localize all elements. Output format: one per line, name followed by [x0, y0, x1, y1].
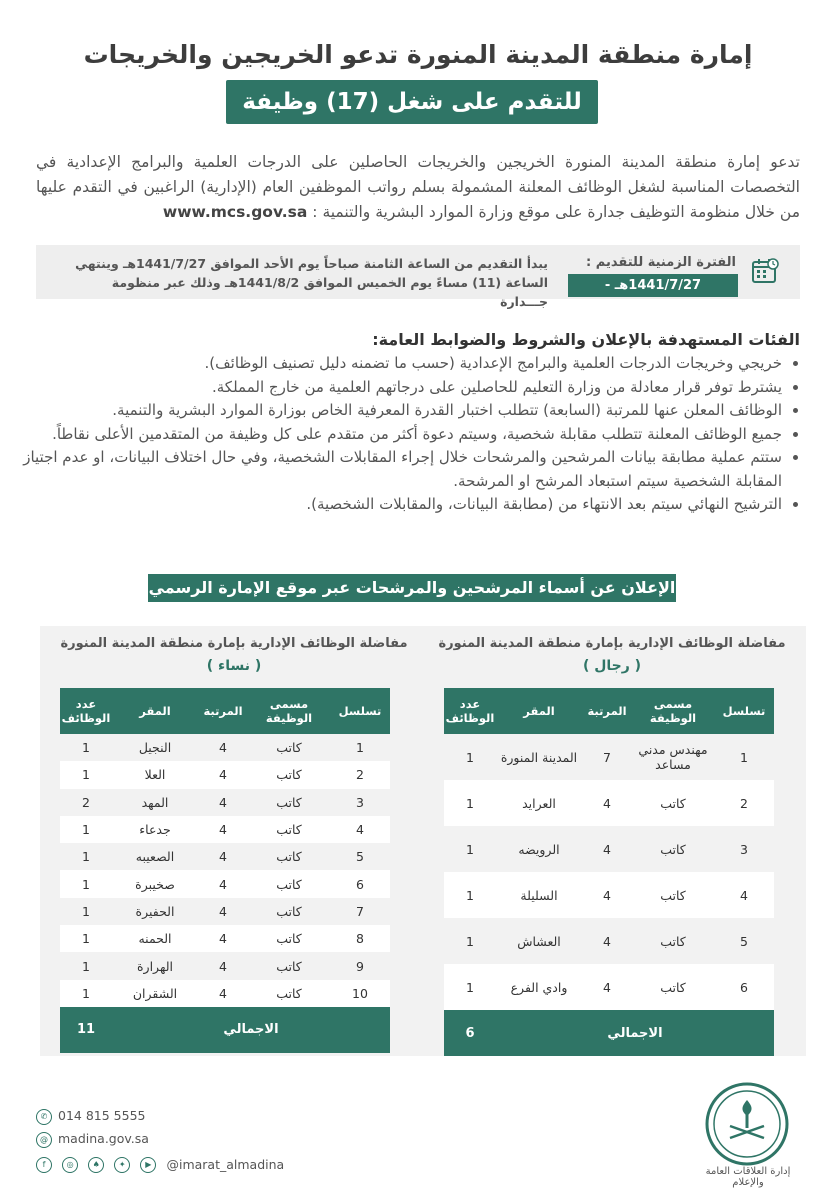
table-row: [60, 925, 390, 952]
column-header: المرتبة: [582, 688, 632, 734]
emblem-icon: [700, 1080, 794, 1174]
column-header: المقر: [112, 688, 198, 734]
mcs-link[interactable]: www.mcs.gov.sa: [162, 203, 308, 221]
table-cell: 1: [444, 826, 496, 872]
table-cell: 7: [330, 898, 390, 925]
table-cell: 9: [330, 952, 390, 979]
table-cell: كاتب: [248, 761, 330, 788]
column-header: المقر: [496, 688, 582, 734]
table-cell: 6: [714, 964, 774, 1010]
table-cell: 1: [60, 734, 112, 761]
phone-icon: ✆: [36, 1109, 52, 1125]
table-row: [60, 789, 390, 816]
table-cell: 6: [330, 870, 390, 897]
column-header: عدد الوظائف: [444, 688, 496, 734]
table-cell: 1: [444, 964, 496, 1010]
twitter-icon[interactable]: ✦: [114, 1157, 130, 1173]
table-cell: المهد: [112, 789, 198, 816]
table-cell: الحفيرة: [112, 898, 198, 925]
table-row: [444, 918, 774, 964]
table-cell: جدعاء: [112, 816, 198, 843]
table-cell: المدينة المنورة: [496, 734, 582, 780]
table-row: [444, 780, 774, 826]
table-cell: كاتب: [248, 843, 330, 870]
website-link[interactable]: madina.gov.sa: [58, 1131, 149, 1146]
table-cell: الحمنه: [112, 925, 198, 952]
table-row: [444, 826, 774, 872]
total-label: الاجمالي: [496, 1010, 774, 1056]
conditions-list: [22, 352, 800, 517]
table-cell: كاتب: [248, 870, 330, 897]
table-cell: 1: [60, 952, 112, 979]
table-cell: 4: [582, 964, 632, 1010]
column-header: مسمى الوظيفة: [248, 688, 330, 734]
table-row: [444, 872, 774, 918]
table-cell: العشاش: [496, 918, 582, 964]
table-cell: 1: [60, 761, 112, 788]
period-label: الفترة الزمنية للتقديم :: [586, 255, 736, 270]
table-cell: 1: [60, 816, 112, 843]
social-links: [36, 1154, 284, 1173]
table-cell: 4: [198, 816, 248, 843]
calendar-icon: [750, 256, 780, 286]
table-cell: كاتب: [632, 872, 714, 918]
table-cell: 4: [714, 872, 774, 918]
table-row: [60, 734, 390, 761]
table-cell: 3: [714, 826, 774, 872]
table-cell: العرايد: [496, 780, 582, 826]
table-cell: كاتب: [248, 980, 330, 1007]
table-cell: 8: [330, 925, 390, 952]
social-handle[interactable]: @imarat_almadina: [166, 1157, 285, 1172]
condition-item: • يشترط توفر قرار معادلة من وزارة التعليم للحاصلين على درجاتهم العلمية من خارج المملكة.: [22, 376, 782, 400]
column-header: مسمى الوظيفة: [632, 688, 714, 734]
website-contact: [36, 1131, 149, 1148]
women-jobs-panel: [40, 626, 428, 1056]
conditions-title: الفئات المستهدفة بالإعلان والشروط والضوابط العامة:: [372, 330, 800, 349]
total-value: 11: [60, 1007, 112, 1053]
table-cell: 4: [582, 918, 632, 964]
table-cell: الرويضه: [496, 826, 582, 872]
table-cell: 10: [330, 980, 390, 1007]
table-cell: 5: [714, 918, 774, 964]
snapchat-icon[interactable]: ♠: [88, 1157, 104, 1173]
table-cell: كاتب: [248, 952, 330, 979]
column-header: تسلسل: [330, 688, 390, 734]
table-cell: 4: [198, 870, 248, 897]
table-row: [60, 816, 390, 843]
table-cell: 1: [444, 918, 496, 964]
table-cell: النجيل: [112, 734, 198, 761]
table-cell: 2: [714, 780, 774, 826]
table-cell: 1: [60, 898, 112, 925]
table-cell: 2: [330, 761, 390, 788]
subtitle-banner: للتقدم على شغل (17) وظيفة إدارية: [226, 80, 598, 124]
condition-item: • خريجي وخريجات الدرجات العلمية والبرامج الإعدادية (حسب ما تضمنه دليل تصنيف الوظائف).: [22, 352, 782, 376]
table-row: [60, 870, 390, 897]
phone-number: 014 815 5555: [58, 1108, 146, 1123]
table-cell: 4: [198, 952, 248, 979]
women-panel-title: مفاضلة الوظائف الإدارية بإمارة منطقة المدينة المنورة: [60, 636, 408, 651]
table-cell: 4: [198, 898, 248, 925]
total-row: [60, 1007, 390, 1053]
web-icon: @: [36, 1132, 52, 1148]
women-gender-label: ( نساء ): [206, 658, 262, 674]
table-cell: 2: [60, 789, 112, 816]
women-jobs-table: [60, 688, 390, 1053]
table-cell: صخيبرة: [112, 870, 198, 897]
period-dates: 1441/7/27هـ - 1441/8/2هـ: [568, 274, 738, 297]
period-description: يبدأ التقديم من الساعة الثامنة صباحاً يوم الأحد الموافق 1441/7/27هـ وينتهي الساعة (11) مساءً يوم الخميس الموافق 1441/8/2هـ وذلك عبر منظومة جـــدارة: [75, 256, 548, 309]
column-header: المرتبة: [198, 688, 248, 734]
phone-contact: [36, 1108, 145, 1125]
announcement-banner: الإعلان عن أسماء المرشحين والمرشحات عبر موقع الإمارة الرسمي: [148, 574, 676, 602]
table-cell: 4: [582, 872, 632, 918]
page-title: إمارة منطقة المدينة المنورة تدعو الخريجين والخريجات: [83, 40, 753, 69]
table-cell: 5: [330, 843, 390, 870]
table-cell: العلا: [112, 761, 198, 788]
application-period: [36, 245, 800, 316]
table-cell: كاتب: [632, 780, 714, 826]
total-value: 6: [444, 1010, 496, 1056]
table-cell: 1: [714, 734, 774, 780]
facebook-icon[interactable]: f: [36, 1157, 52, 1173]
table-row: [444, 734, 774, 780]
table-cell: كاتب: [248, 898, 330, 925]
table-cell: 4: [582, 780, 632, 826]
column-header: عدد الوظائف: [60, 688, 112, 734]
total-row: [444, 1010, 774, 1056]
table-cell: 1: [60, 925, 112, 952]
table-row: [60, 761, 390, 788]
table-cell: 4: [198, 843, 248, 870]
table-cell: وادي الفرع: [496, 964, 582, 1010]
table-row: [60, 843, 390, 870]
table-cell: 1: [60, 980, 112, 1007]
table-cell: كاتب: [248, 925, 330, 952]
condition-item: • ستتم عملية مطابقة بيانات المرشحين والمرشحات خلال إجراء المقابلات الشخصية، وفي حال اختلاف البيانات، او عدم اجتياز المقابلة الشخصية سيتم استبعاد المرشح او المرشحة.: [22, 446, 782, 493]
table-cell: مهندس مدني مساعد: [632, 734, 714, 780]
table-row: [60, 898, 390, 925]
total-label: الاجمالي: [112, 1007, 390, 1053]
table-cell: 7: [582, 734, 632, 780]
table-cell: 1: [60, 843, 112, 870]
department-name: إدارة العلاقات العامة والإعلام: [705, 1166, 791, 1188]
table-cell: كاتب: [632, 826, 714, 872]
condition-item: • الوظائف المعلن عنها للمرتبة (السابعة) تتطلب اختبار القدرة المعرفية الخاص بوزارة الموارد البشرية والتنمية.: [22, 399, 782, 423]
intro-paragraph: [36, 150, 800, 225]
table-cell: الصعيبه: [112, 843, 198, 870]
table-cell: 4: [198, 925, 248, 952]
table-cell: كاتب: [632, 918, 714, 964]
column-header: تسلسل: [714, 688, 774, 734]
men-jobs-panel: [418, 626, 806, 1056]
table-cell: 1: [60, 870, 112, 897]
table-cell: الهرارة: [112, 952, 198, 979]
youtube-icon[interactable]: ▶: [140, 1157, 156, 1173]
table-row: [444, 964, 774, 1010]
table-cell: كاتب: [248, 789, 330, 816]
men-jobs-table: [444, 688, 774, 1056]
table-cell: الشقران: [112, 980, 198, 1007]
table-cell: كاتب: [248, 734, 330, 761]
table-cell: 4: [198, 734, 248, 761]
table-cell: 1: [444, 734, 496, 780]
table-cell: 1: [444, 872, 496, 918]
table-cell: 3: [330, 789, 390, 816]
table-cell: كاتب: [632, 964, 714, 1010]
table-cell: كاتب: [248, 816, 330, 843]
table-row: [60, 980, 390, 1007]
table-cell: 4: [330, 816, 390, 843]
table-cell: 4: [198, 761, 248, 788]
table-cell: 1: [330, 734, 390, 761]
table-cell: 4: [198, 980, 248, 1007]
table-cell: 4: [582, 826, 632, 872]
intro-text: تدعو إمارة منطقة المدينة المنورة الخريجين والخريجات الحاصلين على الدرجات العلمية والبرامج الإعدادية في التخصصات المناسبة لشغل الوظائف المعلنة المشمولة بسلم رواتب الموظفين العام (الإدارية) الراغبين في التقدم عليها من خلال منظومة التوظيف جدارة على موقع وزارة الموارد البشرية والتنمية :: [36, 153, 800, 221]
table-cell: 1: [444, 780, 496, 826]
men-panel-title: مفاضلة الوظائف الإدارية بإمارة منطقة المدينة المنورة: [438, 636, 786, 651]
condition-item: • الترشيح النهائي سيتم بعد الانتهاء من (مطابقة البيانات، والمقابلات الشخصية).: [22, 493, 782, 517]
table-row: [60, 952, 390, 979]
condition-item: • جميع الوظائف المعلنة تتطلب مقابلة شخصية، وسيتم دعوة أكثر من متقدم على كل وظيفة من المتقدمين الأعلى نقاطاً.: [22, 423, 782, 447]
table-cell: السليلة: [496, 872, 582, 918]
instagram-icon[interactable]: ◎: [62, 1157, 78, 1173]
men-gender-label: ( رجال ): [582, 658, 642, 674]
table-cell: 4: [198, 789, 248, 816]
